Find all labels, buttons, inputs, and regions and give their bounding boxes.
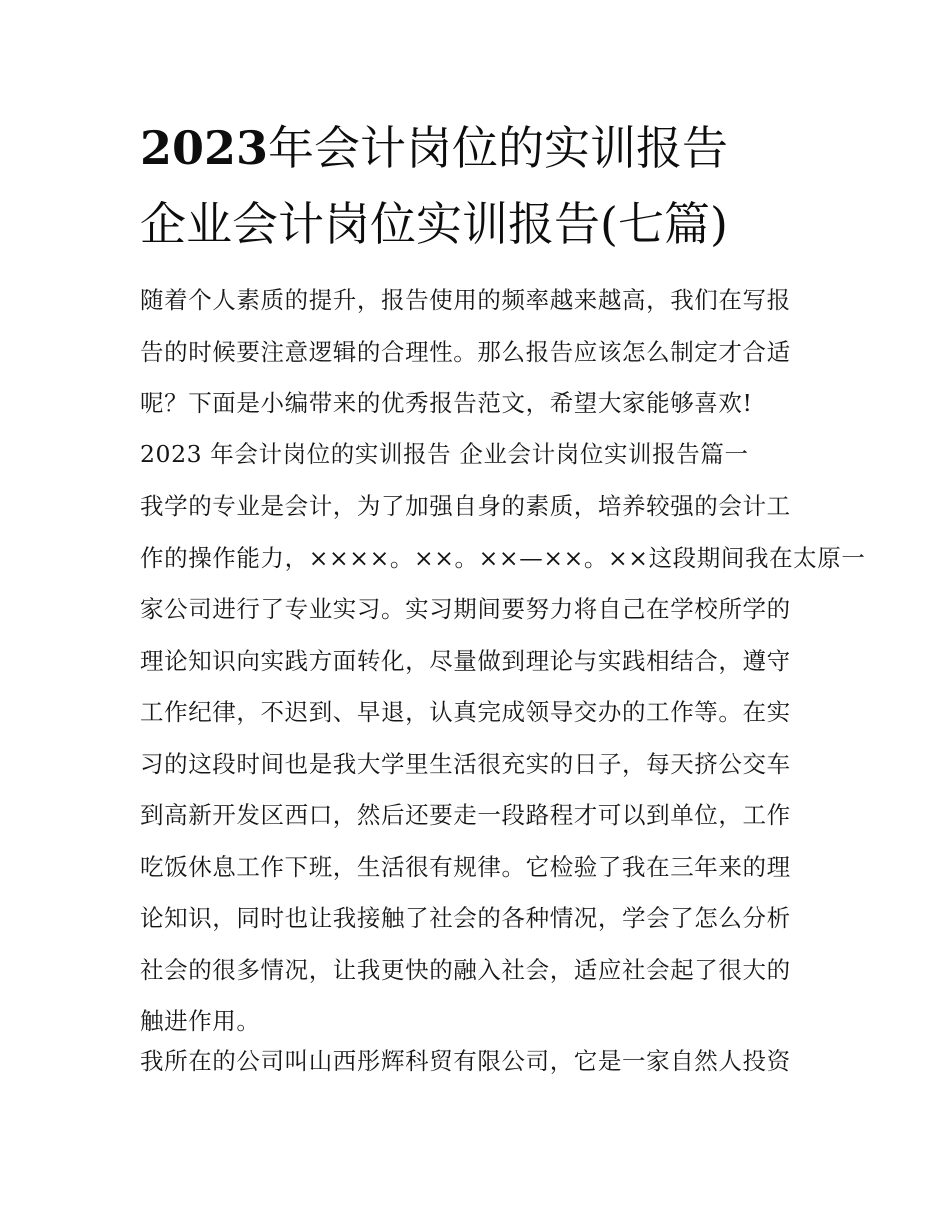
text-line: 触进作用。 <box>140 1007 261 1035</box>
text-line: 我学的专业是会计，为了加强自身的素质，培养较强的会计工 <box>140 492 791 520</box>
text-line: 我所在的公司叫山西彤辉科贸有限公司，它是一家自然人投资 <box>140 1047 791 1075</box>
section-heading <box>140 429 820 481</box>
text-line: 工作纪律，不迟到、早退，认真完成领导交办的工作等。在实 <box>140 698 791 726</box>
title-year: 2023 <box>140 121 269 175</box>
text-line: 理论知识向实践方面转化，尽量做到理论与实践相结合，遵守 <box>140 646 791 675</box>
document-title-line-2: 企业会计岗位实训报告(七篇) <box>140 197 728 251</box>
body-paragraph-2 <box>140 1036 820 1088</box>
body-paragraph-1 <box>140 481 866 1048</box>
text-line: 吃饭休息工作下班，生活很有规律。它检验了我在三年来的理 <box>140 852 791 881</box>
text-line: 社会的很多情况，让我更快的融入社会，适应社会起了很大的 <box>140 955 791 984</box>
text-line: 到高新开发区西口，然后还要走一段路程才可以到单位，工作 <box>140 801 791 829</box>
text-line: 作的操作能力，××××。××。××—××。××这段期间我在太原一 <box>140 543 866 572</box>
text-line: 习的这段时间也是我大学里生活很充实的日子，每天挤公交车 <box>140 749 791 778</box>
text-line: 呢？下面是小编带来的优秀报告范文，希望大家能够喜欢! <box>140 389 753 417</box>
text-line: 随着个人素质的提升，报告使用的频率越来越高，我们在写报 <box>140 286 791 314</box>
intro-paragraph <box>140 275 820 430</box>
document-title-line-1 <box>140 118 840 178</box>
text-line: 家公司进行了专业实习。实习期间要努力将自己在学校所学的 <box>140 595 791 623</box>
section-heading-text: 2023 年会计岗位的实训报告 企业会计岗位实训报告篇一 <box>140 440 749 468</box>
text-line: 论知识，同时也让我接触了社会的各种情况，学会了怎么分析 <box>140 904 791 932</box>
title-line-1-text: 年会计岗位的实训报告 <box>268 121 729 175</box>
text-line: 告的时候要注意逻辑的合理性。那么报告应该怎么制定才合适 <box>140 337 791 366</box>
